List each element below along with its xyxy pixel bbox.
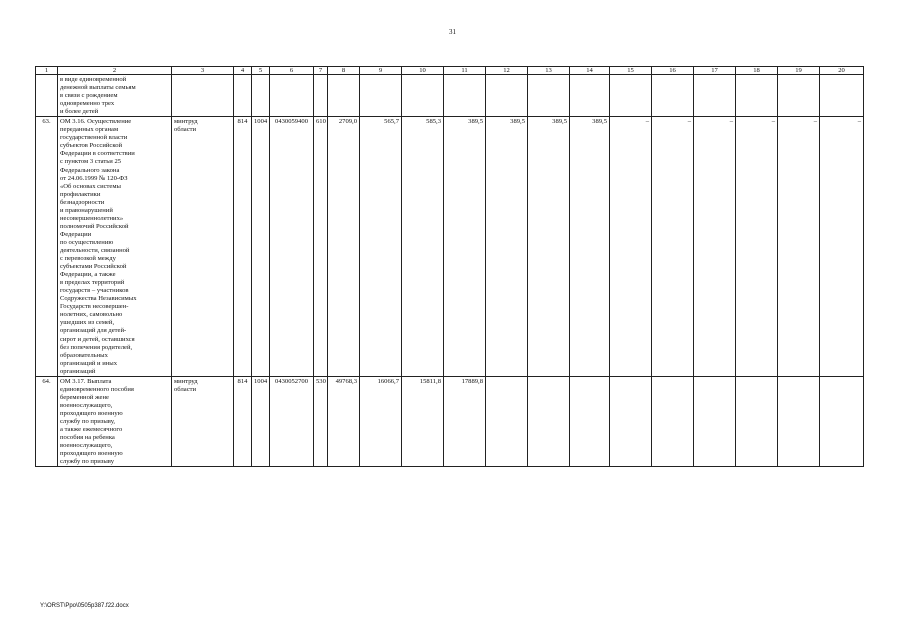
table-row	[36, 117, 864, 377]
year-amount	[610, 376, 652, 467]
col-header: 15	[610, 67, 652, 75]
measure-description: в виде единовременной денежной выплаты семьям в связи с рождением одновременно трех и более детей	[58, 75, 172, 117]
code-grbs: 814	[234, 117, 252, 377]
table-row	[36, 376, 864, 467]
year-amount: 389,5	[444, 117, 486, 377]
year-amount: 389,5	[528, 117, 570, 377]
col-header: 20	[820, 67, 864, 75]
year-amount: –	[694, 117, 736, 377]
year-amount: 389,5	[570, 117, 610, 377]
code-grbs: 814	[234, 376, 252, 467]
code-section: 1004	[252, 117, 270, 377]
year-amount	[820, 376, 864, 467]
col-header: 2	[58, 67, 172, 75]
year-amount	[694, 376, 736, 467]
col-header: 11	[444, 67, 486, 75]
row-number	[36, 75, 58, 117]
code-section: 1004	[252, 376, 270, 467]
year-amount: 17889,8	[444, 376, 486, 467]
col-header: 1	[36, 67, 58, 75]
col-header: 16	[652, 67, 694, 75]
executor: минтруд области	[172, 376, 234, 467]
col-header: 18	[736, 67, 778, 75]
year-amount	[486, 376, 528, 467]
total-amount: 2709,0	[328, 117, 360, 377]
col-header: 9	[360, 67, 402, 75]
col-header: 13	[528, 67, 570, 75]
executor: минтруд области	[172, 117, 234, 377]
year-amount	[652, 376, 694, 467]
year-amount	[570, 376, 610, 467]
col-header: 19	[778, 67, 820, 75]
col-header: 17	[694, 67, 736, 75]
code-expense: 610	[314, 117, 328, 377]
year-amount: 15811,8	[402, 376, 444, 467]
continuation-row	[36, 75, 864, 117]
year-amount: 585,3	[402, 117, 444, 377]
year-amount: 565,7	[360, 117, 402, 377]
col-header: 12	[486, 67, 528, 75]
year-amount: 16066,7	[360, 376, 402, 467]
col-header: 7	[314, 67, 328, 75]
page-number: 31	[449, 28, 456, 36]
column-number-row	[36, 67, 864, 75]
col-header: 3	[172, 67, 234, 75]
col-header: 8	[328, 67, 360, 75]
year-amount: –	[736, 117, 778, 377]
row-number: 64.	[36, 376, 58, 467]
year-amount: –	[778, 117, 820, 377]
year-amount: –	[820, 117, 864, 377]
year-amount: 389,5	[486, 117, 528, 377]
measure-description: ОМ 3.16. Осуществление переданных органам государственной власти субъектов Российской Федерации в соответствии с пунктом 3 статьи 25 Федерального закона от 24.06.1999 № 120-ФЗ «Об основах системы профилактики безнадзорности и правонарушений несовершеннолетних» полномочий Российской Федерации по осуществлению деятельности, связанной с перевозкой между субъектами Российской Федерации, а также в пределах территорий государств – участников Содружества Независимых Государств несовершен- нолетних, самовольно ушедших из семей, организаций для детей- сирот и детей, оставшихся без попечения родителей, образовательных организаций и иных организаций	[58, 117, 172, 377]
total-amount: 49768,3	[328, 376, 360, 467]
col-header: 4	[234, 67, 252, 75]
code-target: 0430052700	[270, 376, 314, 467]
col-header: 10	[402, 67, 444, 75]
col-header: 6	[270, 67, 314, 75]
code-expense: 530	[314, 376, 328, 467]
measure-description: ОМ 3.17. Выплата единовременного пособия беременной жене военнослужащего, проходящего военную службу по призыву, а также ежемесячного пособия на ребенка военнослужащего, проходящего военную службу по призыву	[58, 376, 172, 467]
col-header: 14	[570, 67, 610, 75]
year-amount: –	[610, 117, 652, 377]
year-amount	[528, 376, 570, 467]
col-header: 5	[252, 67, 270, 75]
row-number: 63.	[36, 117, 58, 377]
year-amount	[778, 376, 820, 467]
budget-table	[35, 66, 864, 467]
code-target: 0430059400	[270, 117, 314, 377]
year-amount: –	[652, 117, 694, 377]
file-path-footer: Y:\ORST\Ppo\0505p387.f22.docx	[40, 603, 129, 609]
year-amount	[736, 376, 778, 467]
